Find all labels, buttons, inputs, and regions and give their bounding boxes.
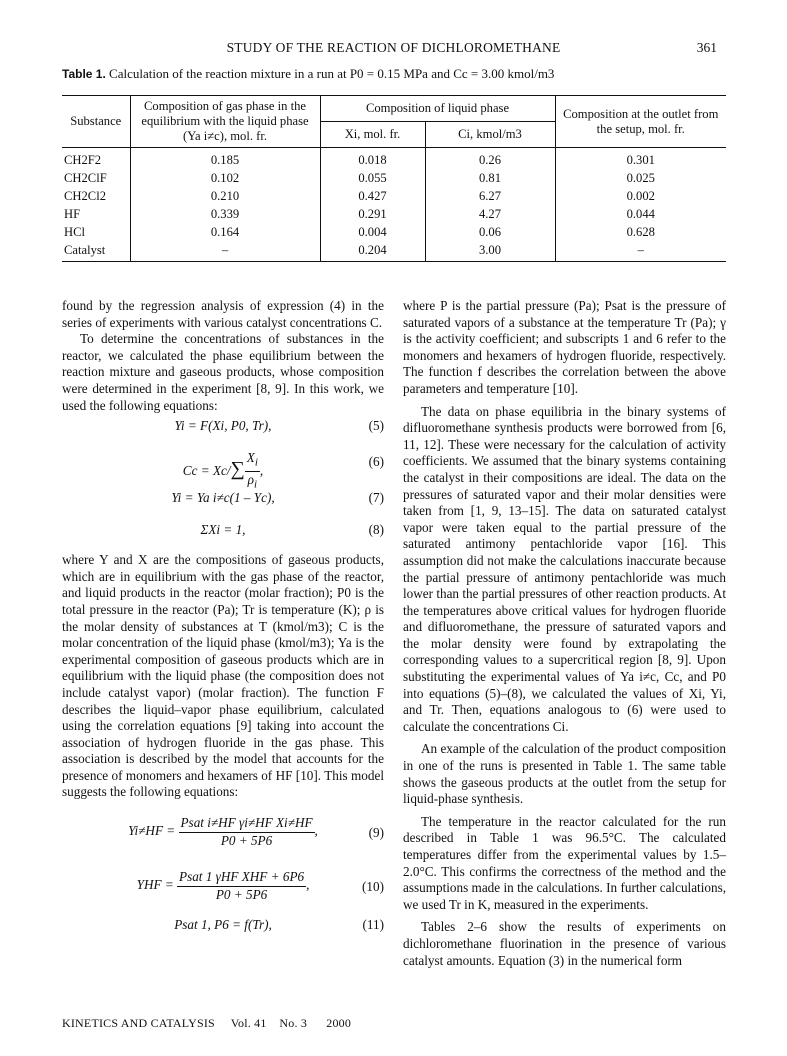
left-column — [62, 298, 384, 941]
paragraph: Tables 2–6 show the results of experiments on dichloromethane fluorination in the presence of various catalyst amounts. Equation (3) in the numerical form — [403, 919, 726, 968]
cell-gas: 0.102 — [130, 169, 320, 187]
journal-name: KINETICS AND CATALYSIS — [62, 1016, 215, 1030]
equation-number: (11) — [362, 917, 384, 933]
cell-gas: 0.164 — [130, 223, 320, 241]
right-column — [403, 298, 726, 969]
equation-5 — [62, 418, 384, 442]
table-body — [62, 148, 726, 262]
equation-number: (5) — [368, 418, 384, 434]
cell-ci: 0.26 — [425, 148, 555, 170]
table-1 — [62, 95, 726, 262]
page-number: 361 — [696, 40, 717, 55]
table-row — [62, 148, 726, 170]
equation-text: ΣXi = 1, — [200, 522, 246, 538]
running-title: STUDY OF THE REACTION OF DICHLOROMETHANE — [226, 40, 561, 55]
cell-outlet: 0.044 — [555, 205, 726, 223]
equation-text: Cc = Xc/ — [182, 462, 231, 478]
footer — [62, 1016, 351, 1031]
cell-substance: HCl — [64, 225, 85, 239]
cell-gas: 0.185 — [130, 148, 320, 170]
cell-xi: 0.204 — [320, 241, 425, 262]
cell-ci: 0.81 — [425, 169, 555, 187]
table-caption — [62, 66, 554, 82]
paragraph: where P is the partial pressure (Pa); Psat is the pressure of saturated vapors of a substance at the temperature Tr (Pa); γ is the activity coefficient; and subscripts 1 and 6 refer to the monomers and hexamers of hydrogen fluoride, respectively. The function f describes the correlation between the above parameters and temperature [10]. — [403, 298, 726, 396]
table-row — [62, 187, 726, 205]
cell-outlet: 0.025 — [555, 169, 726, 187]
cell-outlet: – — [555, 241, 726, 262]
equation-11 — [62, 917, 384, 941]
paragraph: An example of the calculation of the product composition in one of the runs is presented in Table 1. The same table shows the gaseous products at the outlet from the setup for liquid-phase synthesis. — [403, 741, 726, 807]
cell-xi: 0.018 — [320, 148, 425, 170]
cell-gas: – — [130, 241, 320, 262]
equation-10: YHF = $\frac{\text{Psat 1 γHF XHF + 6P6}}{P0 + 5P6}$ , (10) — [136, 869, 384, 902]
equation-text: YHF = — [136, 877, 174, 893]
cell-gas: 0.339 — [130, 205, 320, 223]
equation-text: Yi≠HF = — [128, 823, 176, 839]
cell-substance: Catalyst — [62, 241, 130, 262]
table-row — [62, 169, 726, 187]
paragraph: where Y and X are the compositions of gaseous products, which are in equilibrium with the gas phase of the reactor, and liquid products in the reactor (molar fraction); P0 is the total pressure in the reactor (Pa); Tr is temperature (K); ρ is the molar density of substances at T (kmol/m3); C is the molar concentration of the liquid phase (kmol/m3); Ya is the experimental composition of gaseous products which are in equilibrium with the liquid phase (the composition does not include catalyst vapor) (molar fraction). The function F describes the liquid–vapor phase equilibrium, calculated using the correlation equations [9] taking into account the association of hydrogen fluoride in the gas phase. This association is described by the model that accounts for the presence of monomers and hexamers of HF [10]. This model suggests the following equations: — [62, 552, 384, 800]
equation-number: (8) — [368, 522, 384, 538]
cell-ci: 0.06 — [425, 223, 555, 241]
cell-xi: 0.291 — [320, 205, 425, 223]
cell-substance: CH2F2 — [62, 148, 130, 170]
equation-number: (6) — [368, 454, 384, 470]
paragraph: To determine the concentrations of substances in the reactor, we calculated the phase equilibrium between the reaction mixture and gaseous products, whose composition were determined in the experiment [8, 9]. In this work, we used the following equations: — [62, 331, 384, 413]
header-ci: Ci, kmol/m3 — [425, 122, 555, 148]
paragraph: The data on phase equilibria in the binary systems of difluoromethane synthesis products were borrowed from [6, 11, 12]. These were necessary for the calculation of activity coefficients. We assumed that the binary systems containing the catalyst in their compositions are ideal. The data on the pressures of saturated vapor and their molar densities were taken from [1, 9, 13–15]. The data on saturated catalyst vapor were taken equal to the partial pressure of the saturated antimony pentachloride vapor [16]. This assumption did not make the calculations inaccurate because the partial pressure of antimony pentachloride was much lower than the partial pressures of other reaction products. At the temperatures above critical values for hydrogen fluoride and difluoromethane, the pressure of saturated vapors and the molar density were found by extrapolating the corresponding values to a supercritical region [8, 9]. Upon substituting the experimental values of Ya i≠c, Cc, and P0 into equations (5)–(8), we calculated the values of Xi, Yi, and Tr. Then, equations analogous to (6) were used to calculate the concentrations Ci. — [403, 403, 726, 734]
journal-year: 2000 — [326, 1016, 352, 1030]
header-xi: Xi, mol. fr. — [320, 122, 425, 148]
cell-outlet: 0.301 — [555, 148, 726, 170]
cell-xi: 0.427 — [320, 187, 425, 205]
cell-outlet: 0.628 — [555, 223, 726, 241]
cell-substance: CH2Cl2 — [64, 189, 106, 203]
journal-volume: Vol. 41 — [230, 1016, 267, 1030]
header-liquid-phase: Composition of liquid phase — [320, 96, 555, 122]
table-caption-text: Calculation of the reaction mixture in a run at P0 = 0.15 MPa and Cc = 3.00 kmol/m3 — [109, 66, 555, 81]
header-outlet: Composition at the outlet from the setup, mol. fr. — [555, 96, 726, 148]
header-gas-phase: Composition of gas phase in the equilibrium with the liquid phase (Ya i≠c), mol. fr. — [130, 96, 320, 148]
equation-number: (7) — [368, 490, 384, 506]
table-row — [62, 223, 726, 241]
cell-gas: 0.210 — [130, 187, 320, 205]
cell-substance: HF — [64, 207, 81, 221]
equation-number: (10) — [362, 879, 384, 895]
equation-9: Yi≠HF = $\frac{\text{Psat i≠HF γi≠HF Xi≠HF}}{P0 + 5P6}$ , (9) — [128, 815, 384, 848]
journal-number: No. 3 — [279, 1016, 308, 1030]
cell-ci: 4.27 — [425, 205, 555, 223]
cell-substance: CH2ClF — [64, 171, 107, 185]
cell-outlet: 0.002 — [555, 187, 726, 205]
table-row — [62, 241, 726, 262]
equation-text: Yi = Ya i≠c(1 – Yc), — [171, 490, 275, 506]
equation-text: Yi = F(Xi, P0, Tr), — [174, 418, 272, 434]
paragraph: The temperature in the reactor calculated for the run described in Table 1 was 96.5°C. The calculated temperatures differ from the experimental values by 1.5–2.0°C. This confirms the correctness of the method and the assumptions made in the calculations. In further calculations, we used Tr in K, measured in the experiments. — [403, 813, 726, 912]
paragraph: found by the regression analysis of expression (4) in the series of experiments with various catalyst concentrations C. — [62, 298, 384, 330]
cell-xi: 0.055 — [320, 169, 425, 187]
equation-7 — [62, 490, 384, 514]
equation-text: Psat 1, P6 = f(Tr), — [174, 917, 272, 933]
header-substance: Substance — [62, 96, 130, 148]
cell-xi: 0.004 — [320, 223, 425, 241]
cell-ci: 3.00 — [425, 241, 555, 262]
equation-6: Cc = Xc/∑ $\frac{X_i}{\rho_i}$ , (6) — [182, 450, 384, 492]
table-row — [62, 205, 726, 223]
equation-8 — [62, 518, 384, 552]
equation-number: (9) — [368, 825, 384, 841]
cell-ci: 6.27 — [425, 187, 555, 205]
table-label: Table 1. — [62, 67, 106, 81]
